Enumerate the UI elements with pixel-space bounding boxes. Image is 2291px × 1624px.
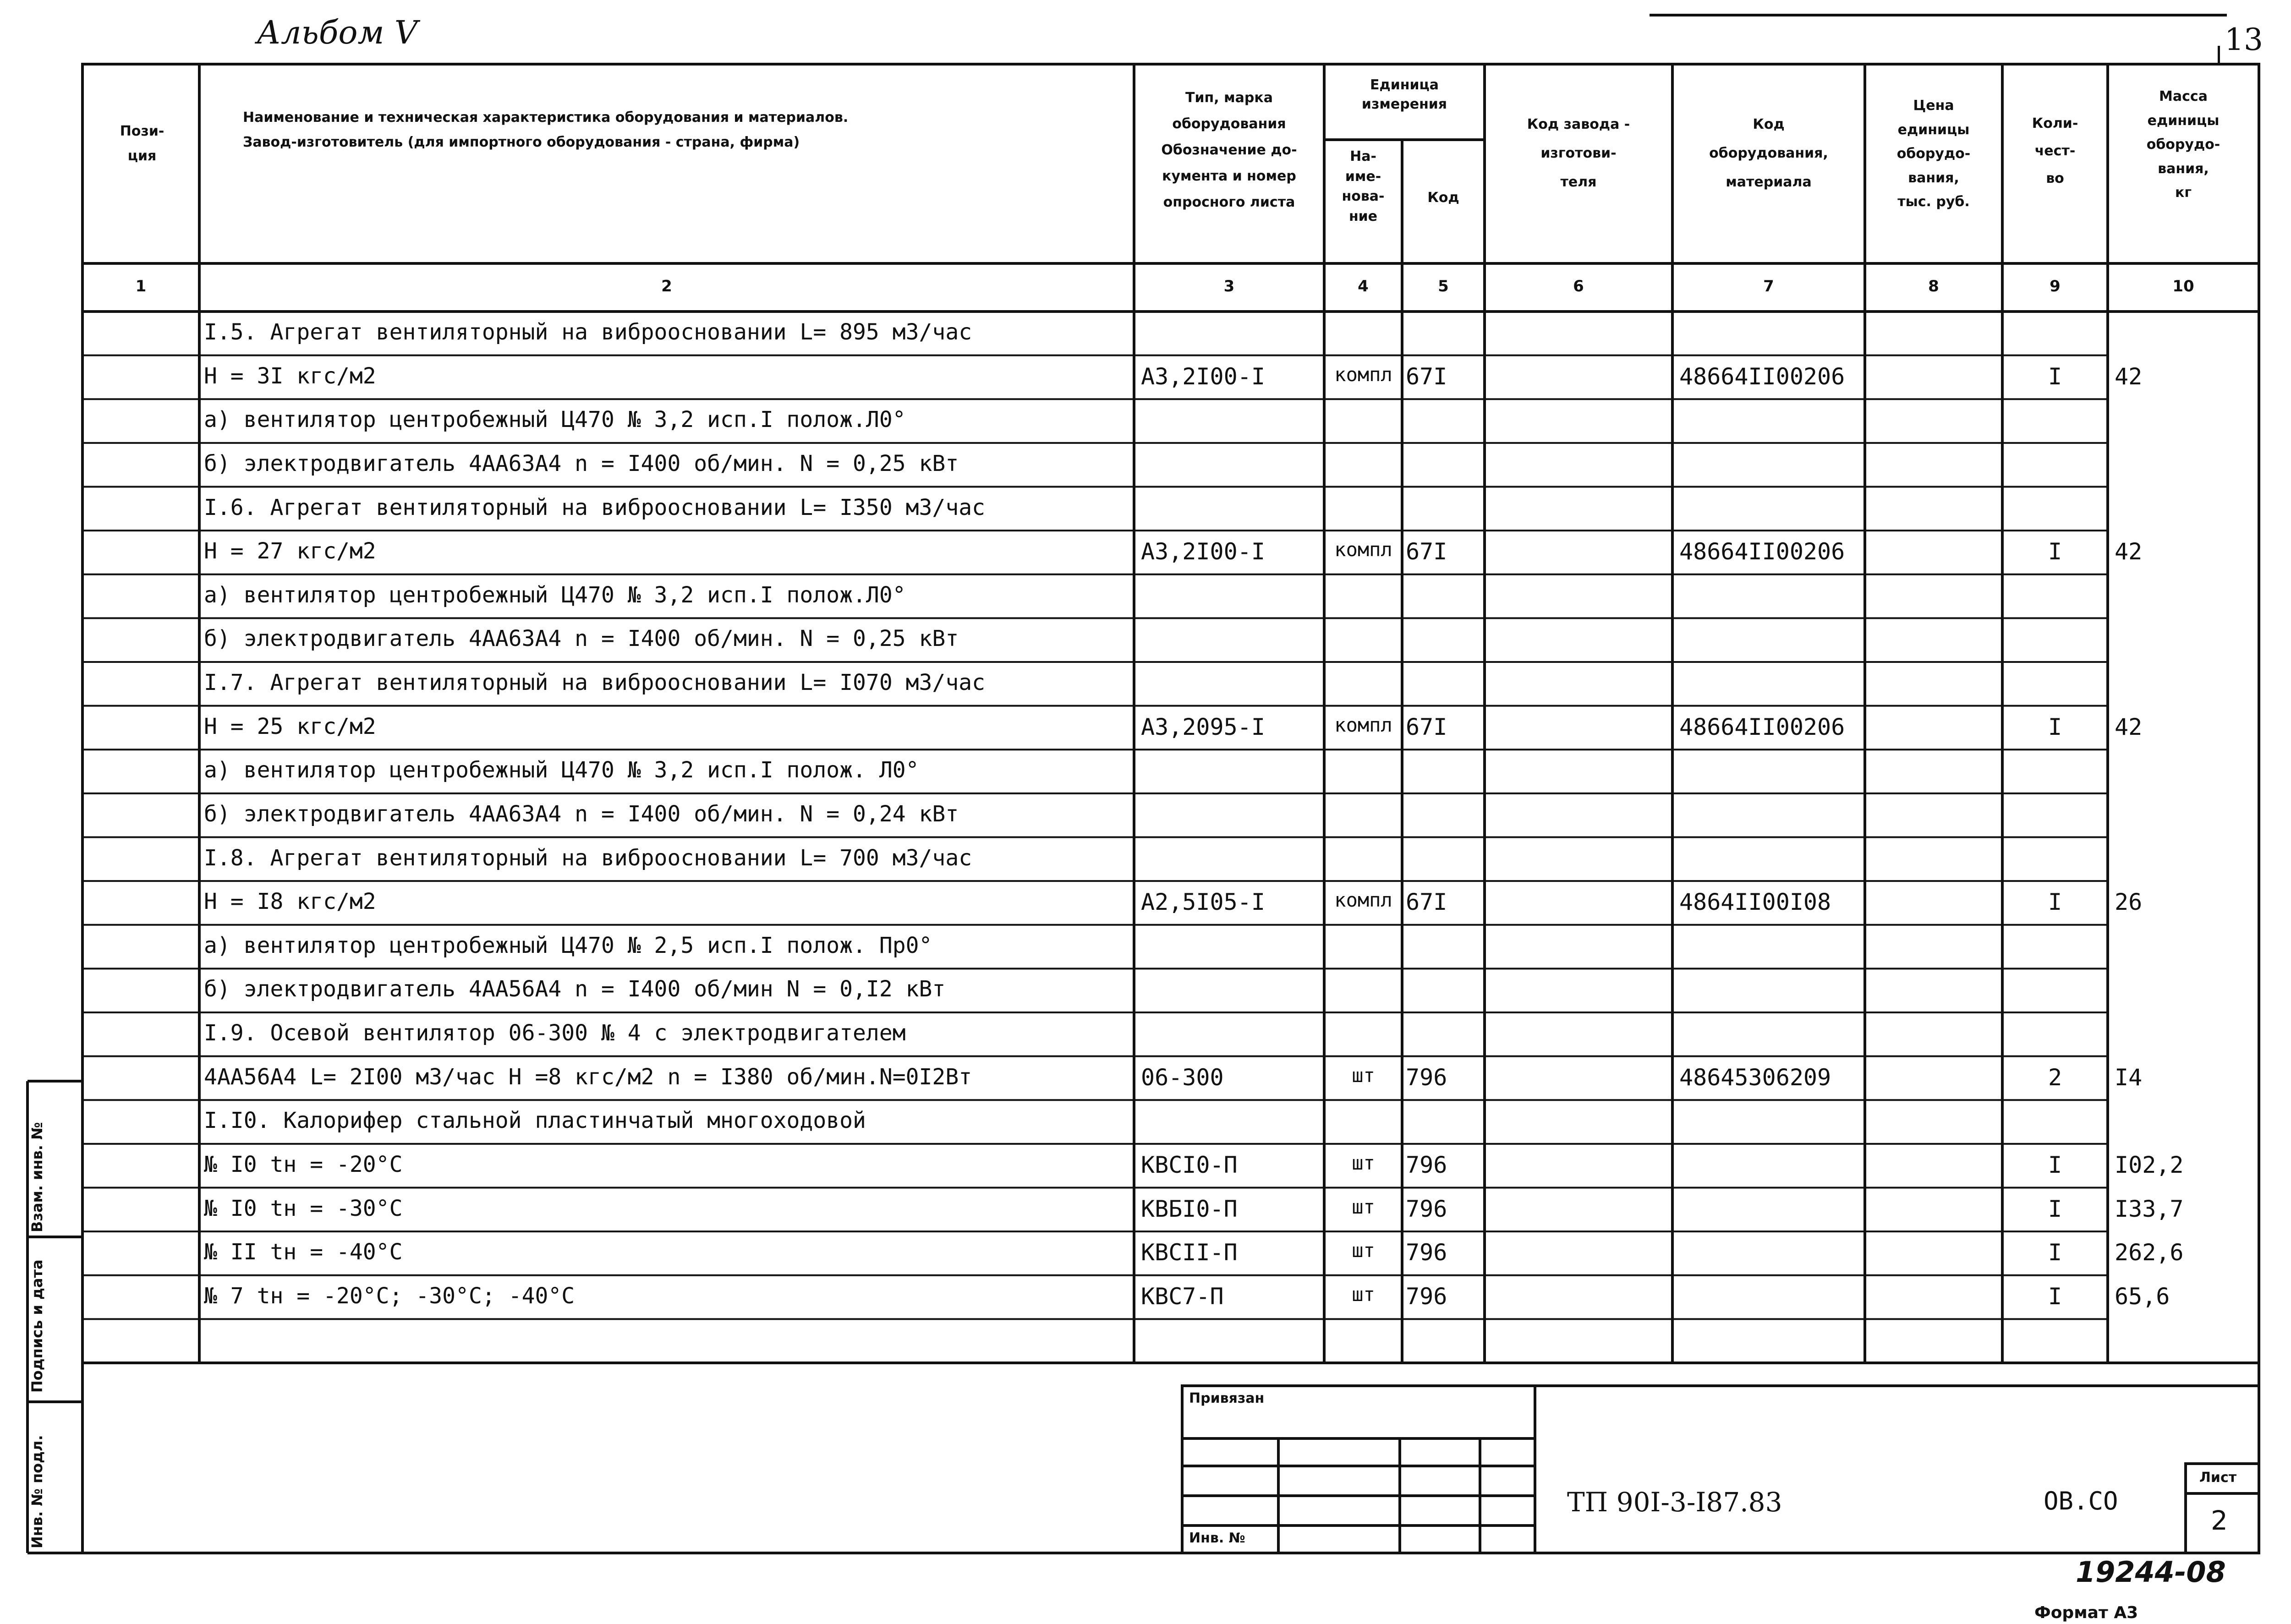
- table-cell-type: А2,5I05-I: [1141, 889, 1265, 916]
- table-cell-unit: компл: [1334, 538, 1392, 561]
- table-cell-mass: 65,6: [2115, 1283, 2170, 1310]
- col-header-5: Код: [1427, 190, 1459, 206]
- table-cell-qty: 2: [2048, 1064, 2062, 1091]
- table-cell-code: 67I: [1406, 363, 1447, 390]
- table-cell-code: 796: [1406, 1151, 1447, 1178]
- table-cell-name: H = 3I кгс/м2: [204, 363, 376, 389]
- table-cell-name: № I0 tн = -20°C: [204, 1151, 403, 1177]
- table-cell-mass: I33,7: [2115, 1195, 2184, 1222]
- stamp-inv-no: Инв. №: [1189, 1530, 1245, 1546]
- table-cell-unit: шт: [1352, 1239, 1375, 1262]
- col-header-8: Цена единицы оборудо- вания, тыс. руб.: [1896, 98, 1971, 210]
- table-cell-name: а) вентилятор центробежный Ц470 № 3,2 исп.I полож. Л0°: [204, 757, 919, 783]
- col-num-2: 2: [661, 277, 672, 295]
- format-label: Формат А3: [2034, 1603, 2138, 1622]
- table-cell-unit: шт: [1352, 1283, 1375, 1306]
- col-num-3: 3: [1223, 277, 1235, 295]
- table-cell-name: I.5. Агрегат вентиляторный на виброосновании L= 895 м3/час: [204, 319, 972, 345]
- stamp-privyazan: Привязан: [1189, 1390, 1265, 1406]
- table-cell-qty: I: [2048, 713, 2062, 740]
- col-header-7: Код оборудования, материала: [1709, 116, 1828, 190]
- table-cell-qty: I: [2048, 889, 2062, 916]
- table-cell-code: 796: [1406, 1239, 1447, 1266]
- table-cell-qty: I: [2048, 538, 2062, 565]
- side-label-inv-podl: Инв. № подл.: [28, 1435, 46, 1548]
- table-cell-code: 796: [1406, 1195, 1447, 1222]
- col-num-4: 4: [1358, 277, 1369, 295]
- table-cell-equip-code: 48664II00206: [1679, 363, 1845, 390]
- table-cell-mass: 42: [2115, 538, 2143, 565]
- table-cell-equip-code: 48664II00206: [1679, 538, 1845, 565]
- table-cell-code: 67I: [1406, 889, 1447, 916]
- table-cell-type: А3,2I00-I: [1141, 538, 1265, 565]
- table-cell-mass: I02,2: [2115, 1151, 2184, 1178]
- table-cell-mass: 42: [2115, 363, 2143, 390]
- table-cell-name: I.8. Агрегат вентиляторный на виброосновании L= 700 м3/час: [204, 845, 972, 871]
- archive-number: 19244-08: [2076, 1555, 2226, 1589]
- table-cell-unit: компл: [1334, 713, 1392, 736]
- table-cell-mass: 26: [2115, 889, 2143, 916]
- sheet-label: Лист: [2199, 1470, 2237, 1486]
- table-cell-mass: 42: [2115, 713, 2143, 740]
- col-header-9: Коли- чест- во: [2032, 115, 2078, 186]
- table-cell-code: 796: [1406, 1064, 1447, 1091]
- col-num-8: 8: [1928, 277, 1939, 295]
- side-label-vzam: Взам. инв. №: [28, 1122, 46, 1232]
- sheet-number: 2: [2211, 1505, 2228, 1536]
- table-cell-code: 796: [1406, 1283, 1447, 1310]
- table-cell-mass: 262,6: [2115, 1239, 2184, 1266]
- table-cell-type: КВСI0-П: [1141, 1151, 1238, 1178]
- col-header-4: На- име- нова- ние: [1342, 148, 1385, 224]
- table-cell-name: б) электродвигатель 4АА63А4 n = I400 об/мин. N = 0,25 кВт: [204, 626, 959, 652]
- col-num-10: 10: [2172, 277, 2194, 295]
- table-cell-unit: шт: [1352, 1151, 1375, 1174]
- table-cell-qty: I: [2048, 1195, 2062, 1222]
- table-cell-name: а) вентилятор центробежный Ц470 № 3,2 исп.I полож.Л0°: [204, 582, 906, 608]
- table-cell-name: I.6. Агрегат вентиляторный на виброосновании L= I350 м3/час: [204, 494, 986, 520]
- table-cell-type: А3,2I00-I: [1141, 363, 1265, 390]
- table-cell-equip-code: 48645306209: [1679, 1064, 1831, 1091]
- page-corner-number: 13: [2225, 22, 2263, 57]
- table-cell-qty: I: [2048, 1283, 2062, 1310]
- table-cell-qty: I: [2048, 1239, 2062, 1266]
- table-cell-name: № I0 tн = -30°C: [204, 1195, 403, 1221]
- col-header-3: Тип, марка оборудования Обозначение до- кумента и номер опросного листа: [1161, 90, 1297, 210]
- col-num-9: 9: [2050, 277, 2061, 295]
- table-cell-unit: шт: [1352, 1064, 1375, 1087]
- col-num-6: 6: [1573, 277, 1584, 295]
- table-cell-name: № II tн = -40°C: [204, 1239, 403, 1265]
- table-cell-type: А3,2095-I: [1141, 713, 1265, 740]
- table-cell-type: 06-300: [1141, 1064, 1224, 1091]
- table-cell-name: а) вентилятор центробежный Ц470 № 2,5 исп.I полож. Пр0°: [204, 932, 932, 958]
- table-cell-name: б) электродвигатель 4АА63А4 n = I400 об/мин. N = 0,25 кВт: [204, 450, 959, 476]
- table-cell-qty: I: [2048, 363, 2062, 390]
- side-label-signature: Подпись и дата: [28, 1259, 46, 1393]
- table-cell-name: I.7. Агрегат вентиляторный на виброосновании L= I070 м3/час: [204, 670, 986, 696]
- table-cell-name: б) электродвигатель 4АА56А4 n = I400 об/мин N = 0,I2 кВт: [204, 976, 946, 1002]
- table-cell-name: H = 27 кгс/м2: [204, 538, 376, 564]
- col-num-1: 1: [135, 277, 147, 295]
- doc-code: ТП 90I-3-I87.83: [1567, 1487, 1782, 1518]
- col-num-7: 7: [1763, 277, 1774, 295]
- table-cell-qty: I: [2048, 1151, 2062, 1178]
- table-cell-type: КВБI0-П: [1141, 1195, 1238, 1222]
- table-cell-code: 67I: [1406, 538, 1447, 565]
- table-cell-equip-code: 4864II00I08: [1679, 889, 1831, 916]
- col-header-10: Масса единицы оборудо- вания, кг: [2146, 88, 2220, 201]
- table-cell-code: 67I: [1406, 713, 1447, 740]
- table-cell-name: а) вентилятор центробежный Ц470 № 3,2 исп.I полож.Л0°: [204, 407, 906, 433]
- section-code: ОВ.СО: [2044, 1487, 2118, 1515]
- col-header-1: Пози- ция: [120, 123, 164, 164]
- col-header-2: Наименование и техническая характеристика оборудования и материалов. Завод-изготовитель (для импортного оборудования - страна, фирма): [243, 109, 849, 150]
- unit-group-header: Единица измерения: [1361, 77, 1447, 112]
- table-cell-name: б) электродвигатель 4АА63А4 n = I400 об/мин. N = 0,24 кВт: [204, 801, 959, 827]
- table-cell-mass: I4: [2115, 1064, 2143, 1091]
- album-note: Альбом V: [257, 14, 418, 51]
- table-cell-type: КВС7-П: [1141, 1283, 1224, 1310]
- table-cell-name: H = 25 кгс/м2: [204, 713, 376, 739]
- table-cell-unit: компл: [1334, 363, 1392, 386]
- table-cell-name: I.9. Осевой вентилятор 06-300 № 4 с электродвигателем: [204, 1020, 906, 1046]
- table-cell-unit: компл: [1334, 889, 1392, 912]
- table-cell-name: № 7 tн = -20°C; -30°C; -40°C: [204, 1283, 575, 1309]
- table-cell-unit: шт: [1352, 1195, 1375, 1218]
- table-cell-name: 4АА56А4 L= 2I00 м3/час H =8 кгс/м2 n = I380 об/мин.N=0I2Вт: [204, 1064, 972, 1090]
- col-header-6: Код завода - изготови- теля: [1527, 116, 1630, 190]
- table-cell-name: I.I0. Калорифер стальной пластинчатый многоходовой: [204, 1108, 866, 1134]
- table-cell-equip-code: 48664II00206: [1679, 713, 1845, 740]
- col-num-5: 5: [1438, 277, 1449, 295]
- table-cell-type: КВСII-П: [1141, 1239, 1238, 1266]
- table-cell-name: H = I8 кгс/м2: [204, 889, 376, 915]
